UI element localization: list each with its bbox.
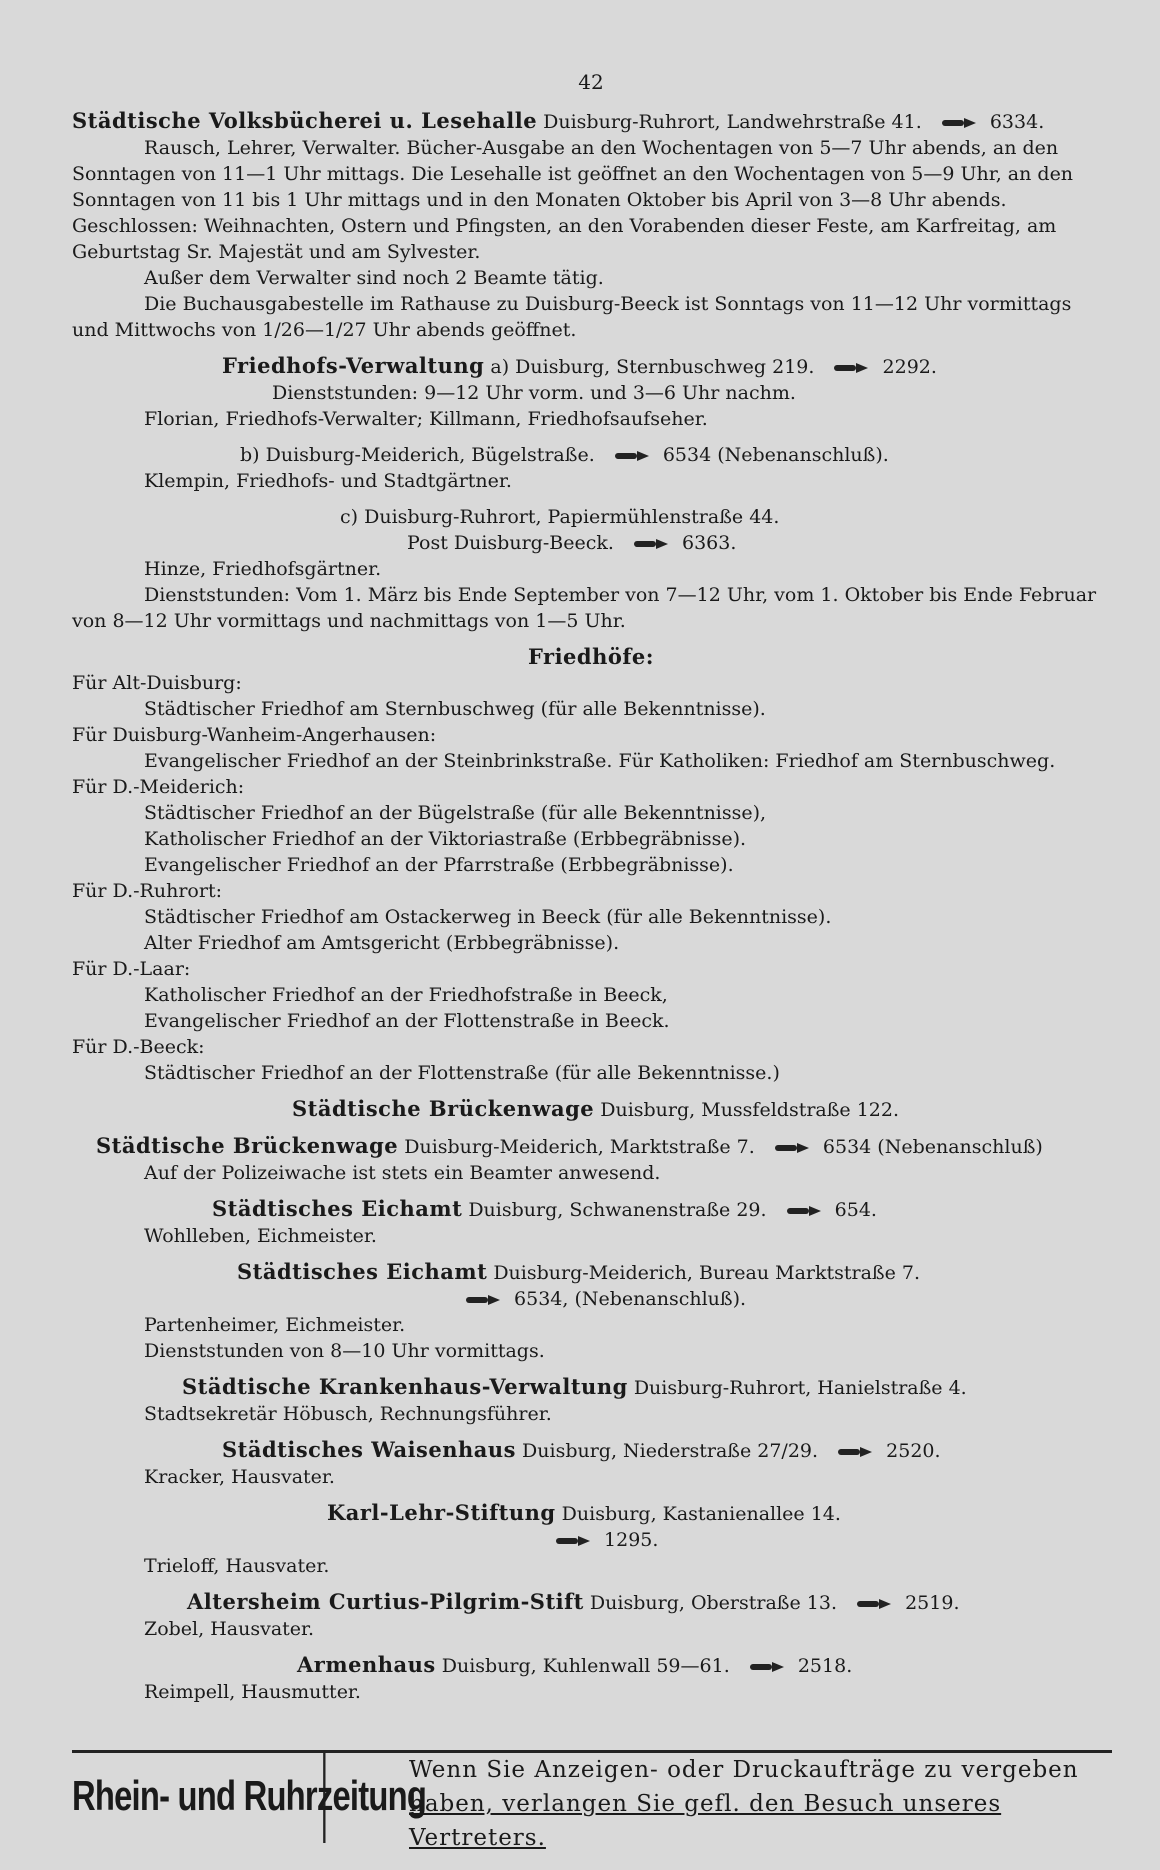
cemetery-district: Für D.-Beeck: bbox=[72, 1036, 205, 1058]
orphanage-tel: 2520. bbox=[886, 1440, 941, 1462]
gauge-office-1-staff: Wohlleben, Eichmeister. bbox=[144, 1225, 377, 1247]
scale-2-tel: 6534 (Nebenanschluß) bbox=[822, 1136, 1043, 1158]
cemetery-item: Evangelischer Friedhof an der Steinbrinkstraße. Für Katholiken: Friedhof am Sternbuschweg. bbox=[144, 750, 1056, 772]
cemeteries-entry bbox=[72, 644, 1110, 1086]
poorhouse-entry bbox=[72, 1652, 1110, 1705]
cemeteries-list bbox=[72, 670, 1110, 1086]
cemeteries-title: Friedhöfe: bbox=[527, 644, 655, 669]
library-text-2: Außer dem Verwalter sind noch 2 Beamte tätig. bbox=[144, 267, 604, 289]
newspaper-logo: Rhein- und Ruhrzeitung bbox=[72, 1753, 326, 1843]
scale-2-entry bbox=[72, 1133, 1110, 1186]
gauge-office-2-staff: Partenheimer, Eichmeister. bbox=[144, 1314, 406, 1336]
cemetery-admin-b-staff: Klempin, Friedhofs- und Stadtgärtner. bbox=[144, 470, 512, 492]
scale-1-title: Städtische Brückenwage bbox=[292, 1096, 595, 1121]
foundation-entry bbox=[72, 1500, 1110, 1579]
library-tel: 6334. bbox=[989, 111, 1045, 133]
cemetery-district: Für Alt-Duisburg: bbox=[72, 672, 242, 694]
elderly-home-title: Altersheim Curtius-Pilgrim-Stift bbox=[187, 1589, 584, 1614]
scale-1-entry bbox=[72, 1096, 1110, 1123]
telephone-icon bbox=[787, 1206, 821, 1216]
library-address: Duisburg-Ruhrort, Landwehrstraße 41. bbox=[543, 111, 922, 133]
foundation-staff: Trieloff, Hausvater. bbox=[144, 1555, 330, 1577]
scale-2-address: Duisburg-Meiderich, Marktstraße 7. bbox=[404, 1136, 755, 1158]
gauge-office-1-address: Duisburg, Schwanenstraße 29. bbox=[468, 1199, 767, 1221]
cemetery-admin-b-tel: 6534 (Nebenanschluß). bbox=[662, 444, 889, 466]
page-number: 42 bbox=[578, 70, 604, 94]
cemetery-admin-c-address: c) Duisburg-Ruhrort, Papiermühlenstraße 44. bbox=[340, 506, 780, 528]
orphanage-staff: Kracker, Hausvater. bbox=[144, 1466, 335, 1488]
gauge-office-1-entry bbox=[72, 1196, 1110, 1249]
library-title: Städtische Volksbücherei u. Lesehalle bbox=[72, 108, 538, 133]
library-text-1: Rausch, Lehrer, Verwalter. Bücher-Ausgabe an den Wochentagen von 5—7 Uhr abends, an den Sonntagen von 11—1 Uhr mittags. Die Lesehalle ist geöffnet an den Wochentagen von 5—9 Uhr, an den Sonntagen von 11 bis 1 Uhr mittags und in den Monaten Oktober bis April von 3—8 Uhr abends. Geschlossen: Weihnachten, Ostern und Pfingsten, an den Vorabenden dieser Feste, am Karfreitag, am Geburtstag Sr. Majestät und am Sylvester. bbox=[72, 137, 1074, 263]
cemetery-item: Städtischer Friedhof am Ostackerweg in Beeck (für alle Bekenntnisse). bbox=[144, 906, 832, 928]
scale-2-note: Auf der Polizeiwache ist stets ein Beamter anwesend. bbox=[144, 1162, 661, 1184]
telephone-icon bbox=[615, 451, 649, 461]
orphanage-entry bbox=[72, 1437, 1110, 1490]
advertisement-line-2: haben, verlangen Sie gefl. den Besuch unseres Vertreters. bbox=[409, 1791, 1002, 1851]
gauge-office-2-address: Duisburg-Meiderich, Bureau Marktstraße 7. bbox=[493, 1262, 921, 1284]
cemetery-admin-c-post: Post Duisburg-Beeck. bbox=[407, 532, 614, 554]
cemetery-district: Für D.-Laar: bbox=[72, 958, 191, 980]
hospital-entry bbox=[72, 1374, 1110, 1427]
orphanage-address: Duisburg, Niederstraße 27/29. bbox=[522, 1440, 819, 1462]
cemetery-admin-a-staff: Florian, Friedhofs-Verwalter; Killmann, Friedhofsaufseher. bbox=[144, 408, 708, 430]
poorhouse-address: Duisburg, Kuhlenwall 59—61. bbox=[441, 1655, 730, 1677]
telephone-icon bbox=[942, 118, 976, 128]
cemetery-admin-a-hours: Dienststunden: 9—12 Uhr vorm. und 3—6 Uhr nachm. bbox=[272, 382, 796, 404]
cemetery-item: Städtischer Friedhof an der Flottenstraße (für alle Bekenntnisse.) bbox=[144, 1062, 780, 1084]
cemetery-item: Alter Friedhof am Amtsgericht (Erbbegräbnisse). bbox=[144, 932, 620, 954]
scale-1-address: Duisburg, Mussfeldstraße 122. bbox=[600, 1099, 900, 1121]
library-text-3: Die Buchausgabestelle im Rathause zu Duisburg-Beeck ist Sonntags von 11—12 Uhr vormittags und Mittwochs von 1/26—1/27 Uhr abends geöffnet. bbox=[72, 293, 1072, 341]
cemetery-item: Katholischer Friedhof an der Friedhofstraße in Beeck, bbox=[144, 984, 668, 1006]
foundation-address: Duisburg, Kastanienallee 14. bbox=[561, 1503, 841, 1525]
newspaper-advertisement bbox=[72, 1750, 1112, 1851]
elderly-home-address: Duisburg, Oberstraße 13. bbox=[589, 1592, 837, 1614]
cemetery-admin-a-address: a) Duisburg, Sternbuschweg 219. bbox=[490, 356, 815, 378]
cemetery-item: Evangelischer Friedhof an der Pfarrstraße (Erbbegräbnisse). bbox=[144, 854, 734, 876]
hospital-staff: Stadtsekretär Höbusch, Rechnungsführer. bbox=[144, 1403, 552, 1425]
cemetery-district: Für D.-Ruhrort: bbox=[72, 880, 222, 902]
cemetery-admin-title: Friedhofs-Verwaltung bbox=[222, 353, 485, 378]
cemetery-item: Katholischer Friedhof an der Viktoriastraße (Erbbegräbnisse). bbox=[144, 828, 747, 850]
telephone-icon bbox=[838, 1447, 872, 1457]
foundation-tel: 1295. bbox=[604, 1529, 659, 1551]
telephone-icon bbox=[634, 539, 668, 549]
hospital-address: Duisburg-Ruhrort, Hanielstraße 4. bbox=[633, 1377, 967, 1399]
gauge-office-1-title: Städtisches Eichamt bbox=[212, 1196, 463, 1221]
gauge-office-2-hours: Dienststunden von 8—10 Uhr vormittags. bbox=[144, 1340, 545, 1362]
gauge-office-1-tel: 654. bbox=[834, 1199, 877, 1221]
poorhouse-tel: 2518. bbox=[797, 1655, 853, 1677]
gauge-office-2-tel: 6534, (Nebenanschluß). bbox=[514, 1288, 747, 1310]
orphanage-title: Städtisches Waisenhaus bbox=[222, 1437, 516, 1462]
poorhouse-title: Armenhaus bbox=[297, 1652, 436, 1677]
elderly-home-tel: 2519. bbox=[905, 1592, 960, 1614]
scale-2-title: Städtische Brückenwage bbox=[96, 1133, 399, 1158]
telephone-icon bbox=[775, 1143, 809, 1153]
telephone-icon bbox=[556, 1536, 590, 1546]
hospital-title: Städtische Krankenhaus-Verwaltung bbox=[182, 1374, 628, 1399]
telephone-icon bbox=[750, 1662, 784, 1672]
cemetery-admin-c-staff: Hinze, Friedhofsgärtner. bbox=[144, 558, 382, 580]
elderly-home-entry bbox=[72, 1589, 1110, 1642]
gauge-office-2-title: Städtisches Eichamt bbox=[237, 1259, 488, 1284]
cemetery-item: Evangelischer Friedhof an der Flottenstraße in Beeck. bbox=[144, 1010, 670, 1032]
advertisement-text bbox=[397, 1753, 1112, 1851]
cemetery-admin-b-address: b) Duisburg-Meiderich, Bügelstraße. bbox=[240, 444, 595, 466]
elderly-home-staff: Zobel, Hausvater. bbox=[144, 1618, 315, 1640]
advertisement-line-1: Wenn Sie Anzeigen- oder Druckaufträge zu vergeben bbox=[409, 1757, 1079, 1783]
telephone-icon bbox=[834, 363, 868, 373]
telephone-icon bbox=[466, 1295, 500, 1305]
cemetery-district: Für Duisburg-Wanheim-Angerhausen: bbox=[72, 724, 437, 746]
gauge-office-2-entry bbox=[72, 1259, 1110, 1364]
cemetery-admin-c-hours: Dienststunden: Vom 1. März bis Ende September von 7—12 Uhr, vom 1. Oktober bis Ende Februar von 8—12 Uhr vormittags und nachmittags von 1—5 Uhr. bbox=[72, 584, 1097, 632]
foundation-title: Karl-Lehr-Stiftung bbox=[327, 1500, 556, 1525]
cemetery-item: Städtischer Friedhof an der Bügelstraße (für alle Bekenntnisse), bbox=[144, 802, 767, 824]
cemetery-admin-c-tel: 6363. bbox=[681, 532, 737, 554]
cemetery-admin-a-tel: 2292. bbox=[882, 356, 937, 378]
cemetery-district: Für D.-Meiderich: bbox=[72, 776, 245, 798]
poorhouse-staff: Reimpell, Hausmutter. bbox=[144, 1681, 361, 1703]
cemetery-admin-entry bbox=[72, 353, 1110, 634]
telephone-icon bbox=[857, 1599, 891, 1609]
cemetery-item: Städtischer Friedhof am Sternbuschweg (für alle Bekenntnisse). bbox=[144, 698, 766, 720]
library-entry bbox=[72, 108, 1110, 343]
